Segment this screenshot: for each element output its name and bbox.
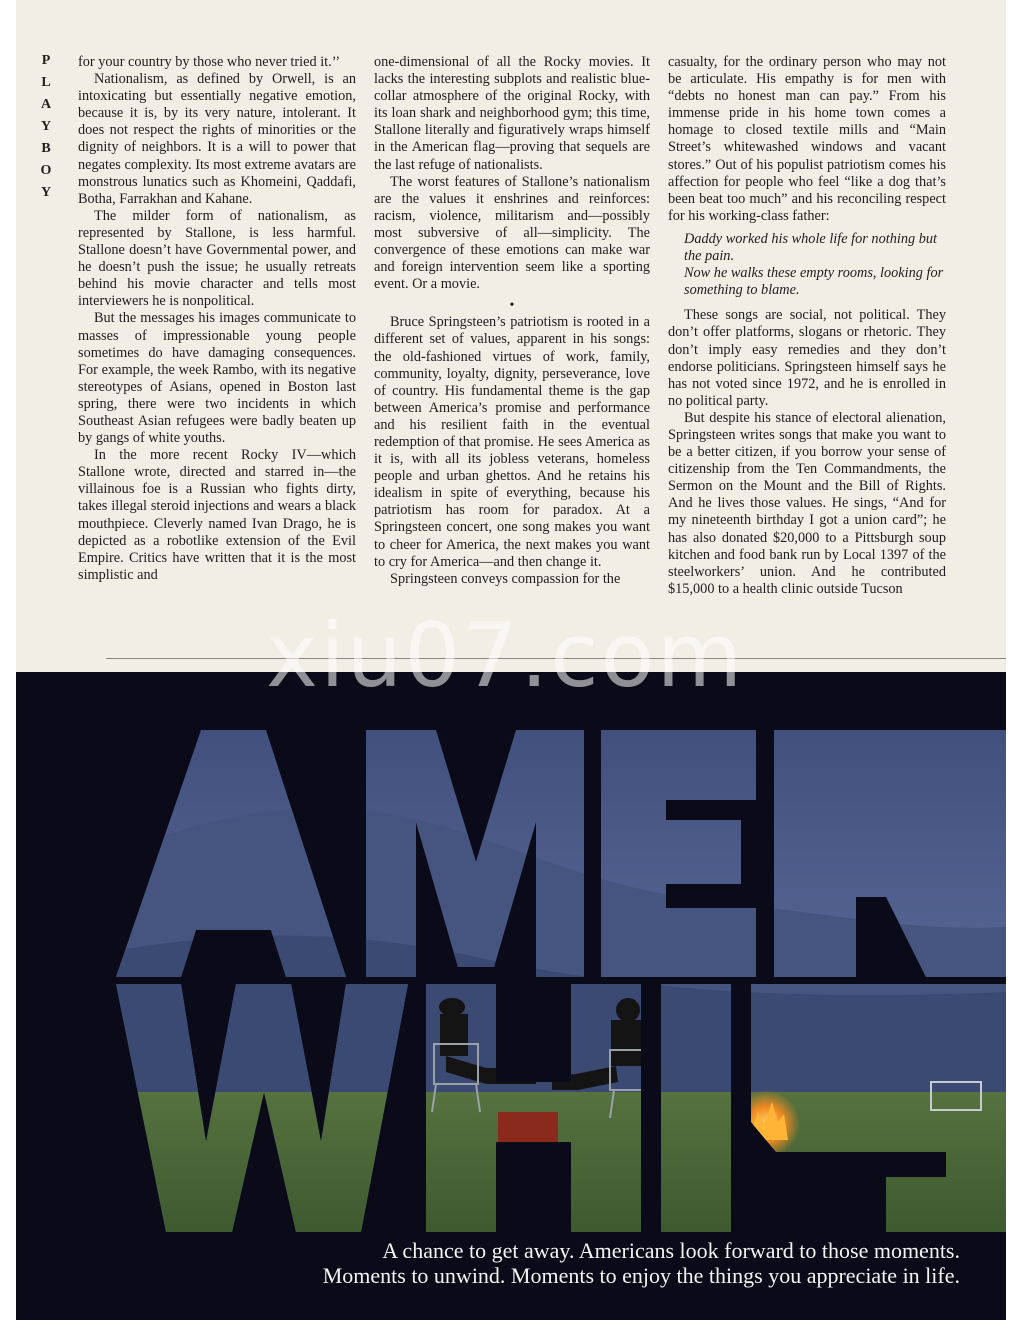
spine-letter: O xyxy=(40,163,52,178)
spine-letter: B xyxy=(41,141,51,156)
paragraph: for your country by those who never tried it.’’ xyxy=(78,54,341,70)
paragraph: Bruce Springsteen’s patriotism is rooted in a different set of values, apparent in his songs: the old-fashioned virtues of work, family, community, loyalty, dignity, perseverance, love of country. His fundamental theme is the gap between America’s promise and performance and his resilient faith in the eventual redemption of that promise. He sees America as it is, with all its jobless veterans, homeless people and urban ghettos. And he retains his idealism in spite of everything, because his patriotism has room for paradox. At a Springsteen concert, one song makes you want to cheer for America, the next makes you want to cry for America—and then change it. xyxy=(374,314,650,570)
paragraph: The milder form of nationalism, as represented by Stallone, is less harmful. Stallone doesn’t have Governmental power, and he doesn’t push the issue; he usually retreats behind his movie character and tells most interviewers he is nonpolitical. xyxy=(78,207,356,310)
paragraph: one-dimensional of all the Rocky movies. It lacks the interesting subplots and realistic blue-collar atmosphere of the original Rocky, with its loan shark and neighborhood gym; this time, Stallone literally and figuratively wraps himself in the American flag—proving that sequels are the last refuge of nationalists. xyxy=(374,54,650,173)
paragraph: These songs are social, not political. They don’t offer platforms, slogans or rhetoric. They don’t imply easy remedies and they don’t endorse politicians. Springsteen himself says he has not voted since 1972, and he is enrolled in no political party. xyxy=(668,307,946,409)
lyric-quote: Daddy worked his whole life for nothing but the pain. xyxy=(684,230,937,265)
spine-letter: L xyxy=(41,75,51,90)
paragraph: The worst features of Stallone’s nationalism are the values it enshrines and reinforces: racism, violence, militarism and—possibly most subversive of all—simplicity. The convergence of these emotions can make war and foreign intervention seem like a sporting event. Or a movie. xyxy=(374,173,650,293)
lyric-quote: Now he walks these empty rooms, looking for something to blame. xyxy=(684,265,944,299)
spine-letter: P xyxy=(41,53,51,68)
column-rule xyxy=(106,658,1006,659)
article-column-3 xyxy=(668,54,946,598)
magazine-page xyxy=(16,0,1006,1320)
spine-letter: A xyxy=(40,97,52,112)
ad-photo-illustration xyxy=(16,672,1006,1320)
article-column-2 xyxy=(374,54,650,588)
spine-letter: Y xyxy=(40,119,52,134)
magazine-spine-label xyxy=(38,50,54,204)
watermark-text: xiu07.com xyxy=(266,604,745,707)
paragraph: But despite his stance of electoral alienation, Springsteen writes songs that make you want to be a better citizen, if you borrow your sense of citizenship from the Ten Commandments, the Sermon on the Mount and the Bill of Rights. And he lives those values. He sings, “And for my nineteenth birthday I got a union card”; he has also donated $20,000 to a Pittsburgh soup kitchen and food bank run by Local 1397 of the steelworkers’ union. And he contributed $15,000 to a health clinic outside Tucson xyxy=(668,409,946,597)
paragraph: But the messages his images communicate to masses of impressionable young people sometimes do have damaging consequences. For example, the week Rambo, with its negative stereotypes of Asians, opened in Boston last spring, there were two incidents in which Southeast Asian refugees were badly beaten up by gangs of white youths. xyxy=(78,310,356,447)
paragraph: In the more recent Rocky IV—which Stallone wrote, directed and starred in—the villainous foe is a Russian who fights dirty, takes illegal steroid injections and wears a black mouthpiece. Cleverly named Ivan Drago, he is depicted as a robotlike extension of the Evil Empire. Critics have written that it is the most simplistic and xyxy=(78,447,356,583)
spine-letter: Y xyxy=(40,185,52,200)
advertisement xyxy=(16,672,1006,1320)
paragraph: Springsteen conveys compassion for the xyxy=(390,570,621,587)
paragraph: casualty, for the ordinary person who may not be articulate. His empathy is for men with “debts no honest man can pay.” From his immense pride in his home town comes a homage to closed textile mills and “Main Street’s whitewashed windows and vacant stores.” Out of his populist patriotism comes his affection for people who feel “like a dog that’s been beat too much” and his reconciling respect for his working-class father: xyxy=(668,54,946,224)
ad-caption-line: Moments to unwind. Moments to enjoy the things you appreciate in life. xyxy=(322,1263,960,1288)
article-column-1 xyxy=(78,54,356,584)
section-separator: • xyxy=(509,298,515,314)
paragraph: Nationalism, as defined by Orwell, is an intoxicating but essentially negative emotion, because it is, by its very nature, intolerant. It does not respect the rights of minorities or the dignity of neighbors. It is a will to power that negates complexity. Its most extreme avatars are monstrous lunatics such as Khomeini, Qaddafi, Botha, Farrakhan and Kahane. xyxy=(78,71,356,207)
ad-caption xyxy=(323,1238,960,1288)
ad-caption-line: A chance to get away. Americans look forward to those moments. xyxy=(382,1238,960,1263)
